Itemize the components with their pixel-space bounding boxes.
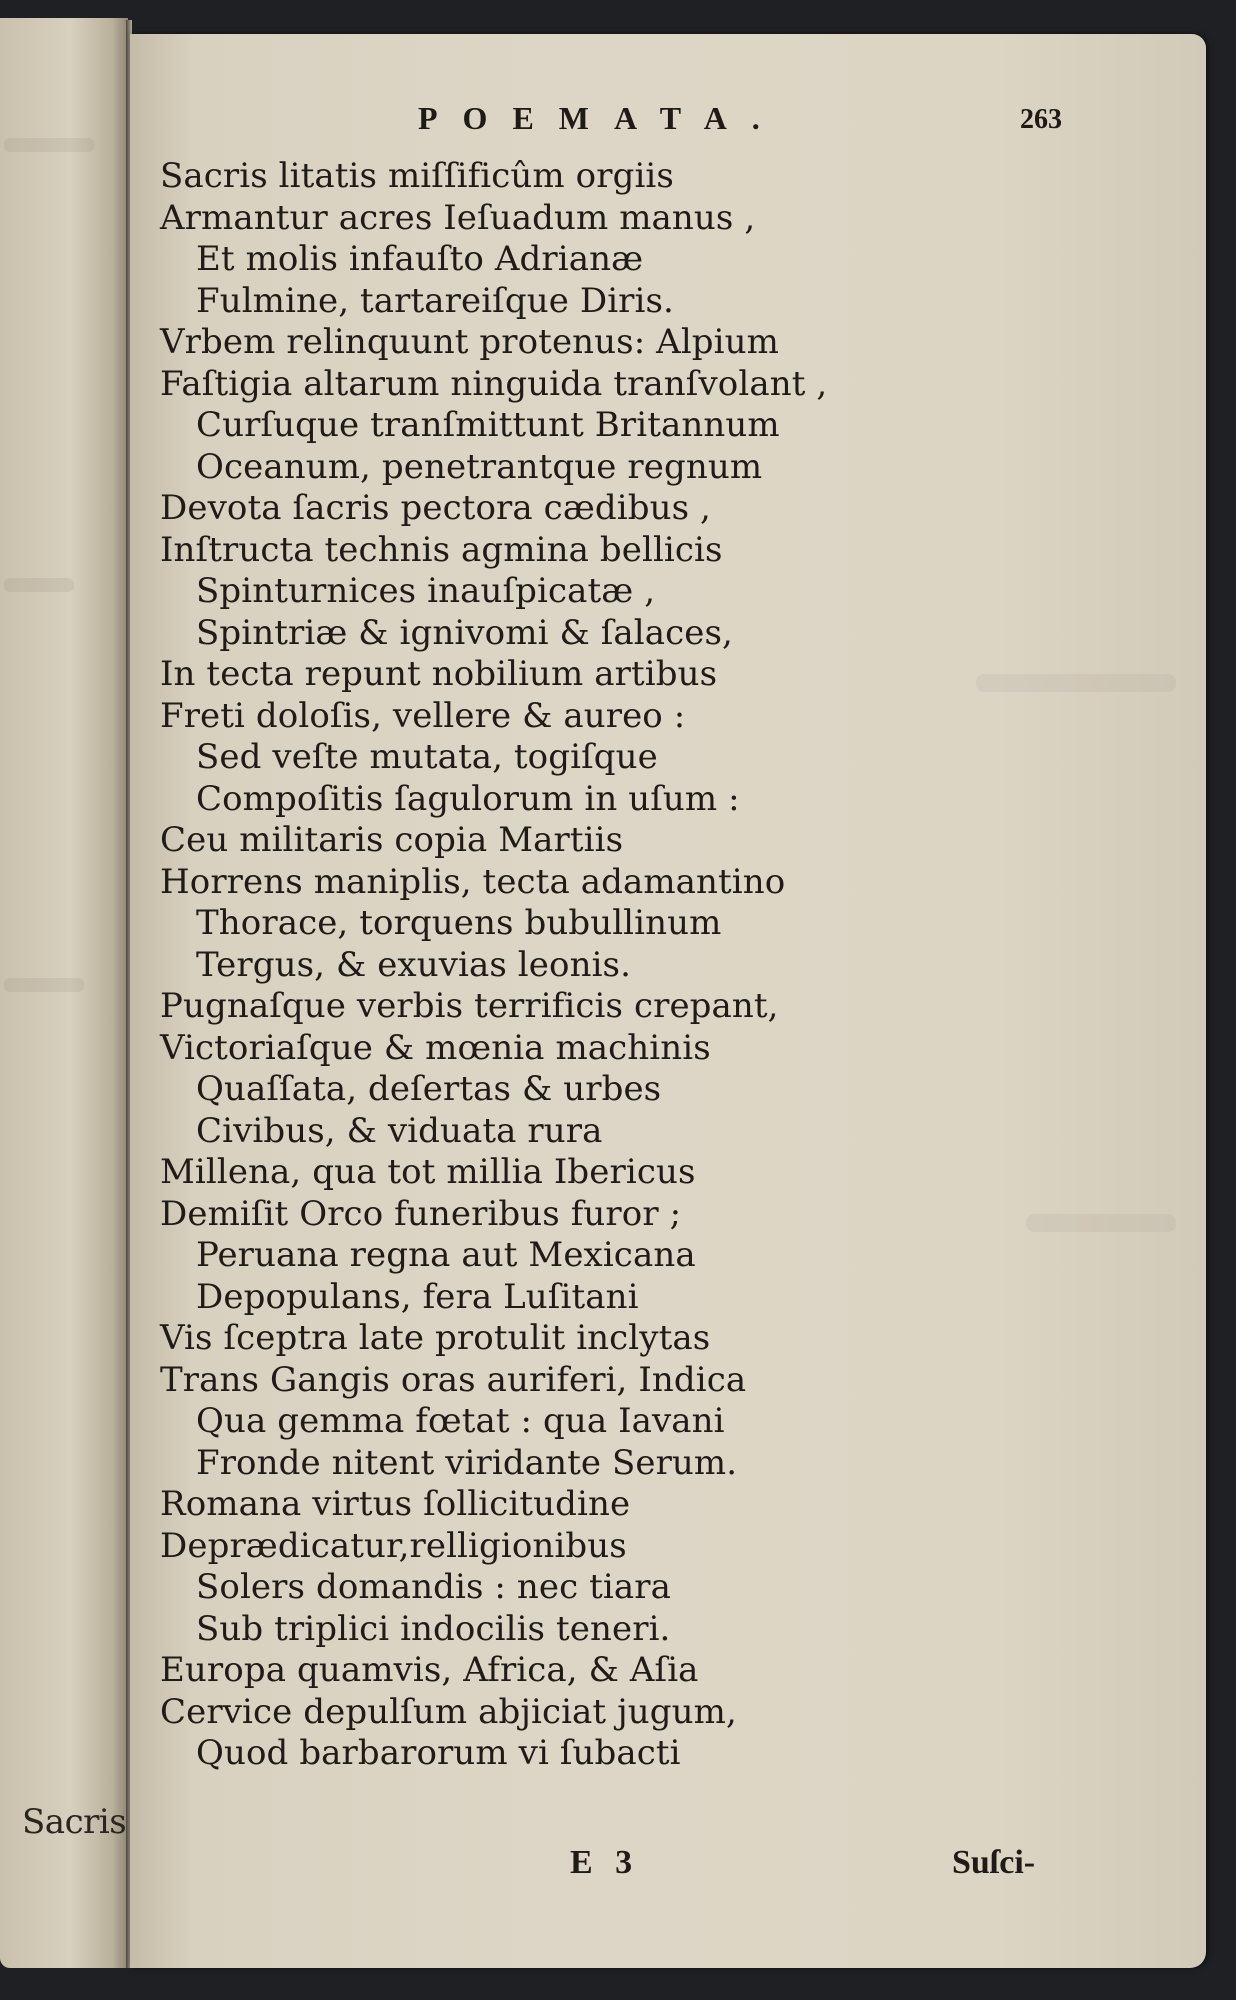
verse-line: Qua gemma fœtat : qua Iavani [196,1401,725,1441]
verse-line: Cervice depulſum abjiciat jugum, [160,1691,737,1732]
verse-line: Pugnaſque verbis terrificis crepant, [160,986,779,1026]
page-number: 263 [1020,104,1062,135]
verse-line: Europa quamvis, Africa, & Aſia [160,1650,699,1690]
verse-line: Spintriæ & ignivomi & ſalaces, [196,612,733,653]
verse-line: Ceu militaris copia Martiis [160,820,624,860]
show-through-mark [1026,1214,1176,1232]
verse-line: Curſuque tranſmittunt Britannum [196,405,780,445]
verse-line: Vis ſceptra late protulit inclytas [160,1318,711,1358]
verse-line: Et molis infauſto Adrianæ [196,239,644,279]
verse-line: Quaſſata, deſertas & urbes [196,1069,662,1109]
verse-line: Faſtigia altarum ninguida tranſvolant , [160,363,828,404]
verse-line: Deprædicatur,relligionibus [160,1525,627,1566]
verse-line: Tergus, & exuvias leonis. [196,944,632,985]
verse-line: Horrens maniplis, tecta adamantino [160,861,786,902]
verse-line: Freti doloſis, vellere & aureo : [160,695,686,736]
verse-line: Civibus, & viduata rura [196,1110,603,1151]
verse-line: Quod barbarorum vi ſubacti [196,1733,681,1773]
verse-line: Victoriaſque & mœnia machinis [160,1027,711,1068]
signature-mark: E 3 [570,1844,633,1881]
verse-line: Inſtructa technis agmina bellicis [160,529,723,570]
verse-line: Trans Gangis oras auriferi, Indica [160,1359,747,1400]
poem-text [160,156,827,1775]
show-through-mark [4,578,74,592]
verse-line: Thorace, torquens bubullinum [196,903,722,943]
verse-line: Compoſitis ſagulorum in uſum : [196,778,740,819]
verse-line: Oceanum, penetrantque regnum [196,446,763,487]
verse-line: Fronde nitent viridante Serum. [196,1442,738,1483]
verse-line: Sacris litatis miſſificûm orgiis [160,156,674,196]
verse-line: In tecta repunt nobilium artibus [160,654,718,694]
left-page-catchword: Sacris [22,1802,127,1842]
verse-line: Sed veſte mutata, togiſque [196,737,658,777]
show-through-mark [4,978,84,992]
verse-line: Peruana regna aut Mexicana [196,1235,696,1275]
verse-line: Fulmine, tartareiſque Diris. [196,280,674,321]
verse-line: Spinturnices inauſpicatæ , [196,571,656,611]
verse-line: Solers domandis : nec tiara [196,1567,671,1607]
verse-line: Romana virtus ſollicitudine [160,1484,631,1524]
verse-line: Demiſit Orco funeribus furor ; [160,1193,682,1234]
verse-line: Armantur acres Ieſuadum manus , [160,197,756,238]
verse-line: Vrbem relinquunt protenus: Alpium [160,322,779,362]
verse-line: Millena, qua tot millia Ibericus [160,1152,696,1192]
facing-page-left [0,18,128,1968]
catchword: Suſci- [952,1844,1036,1881]
book-page [130,34,1206,1968]
running-title: POEMATA. [418,100,785,136]
show-through-mark [4,138,94,152]
verse-line: Devota ſacris pectora cædibus , [160,488,711,528]
show-through-mark [976,674,1176,692]
verse-line: Sub triplici indocilis teneri. [196,1608,671,1649]
verse-line: Depopulans, fera Luſitani [196,1276,639,1317]
